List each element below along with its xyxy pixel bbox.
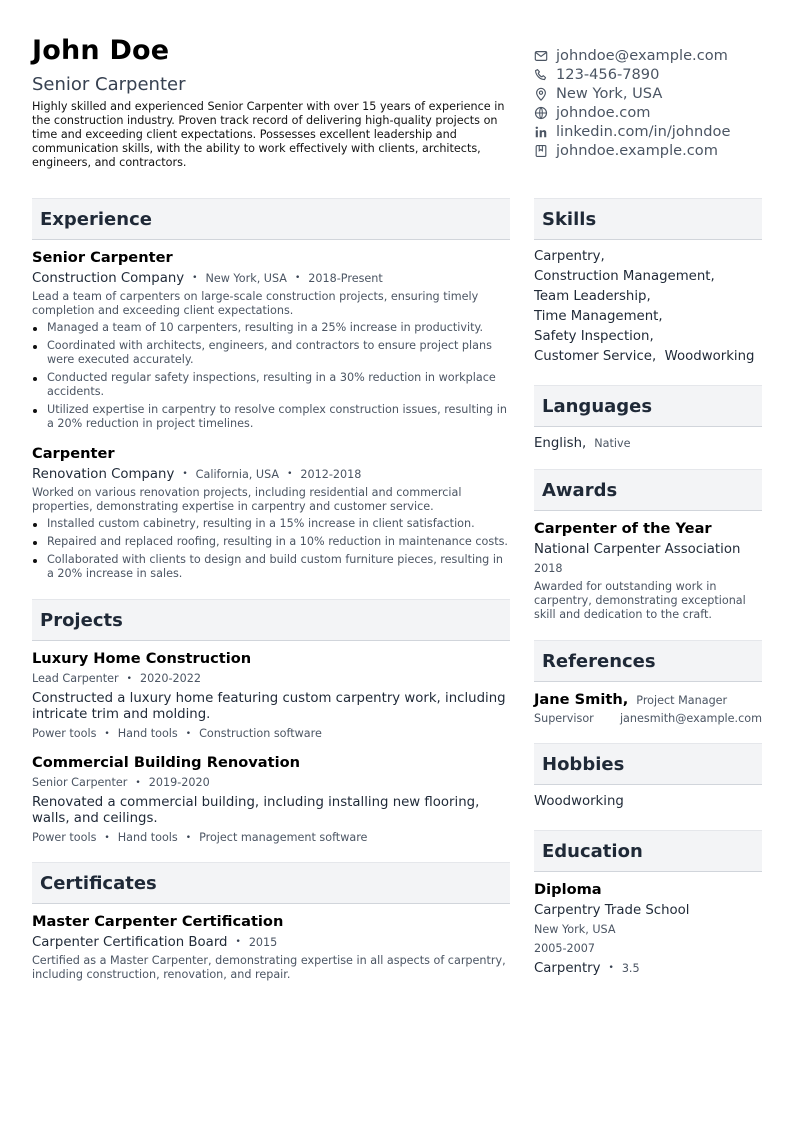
skill-item: Team Leadership, — [534, 289, 651, 304]
project-dates: 2020-2022 — [139, 672, 201, 685]
separator-dot: • — [135, 778, 141, 788]
contact-portfolio-text: johndoe.example.com — [556, 142, 718, 159]
project-dates: 2019-2020 — [148, 776, 210, 789]
skills-heading: Skills — [534, 198, 762, 240]
separator-dot: • — [126, 674, 132, 684]
right-column — [534, 198, 762, 1000]
summary-text: Highly skilled and experienced Senior Carpenter with over 15 years of experience in the construction industry. Proven track record of delivering high-quality projects on time and exceeding client expectations. Possesses excellent leadership and communication skills, with the ability to work effectively with clients, architects, engineers, and contractors. — [32, 100, 505, 169]
projects-heading: Projects — [32, 599, 510, 641]
job-dates: 2012-2018 — [300, 468, 362, 481]
project-tools — [32, 831, 510, 844]
references-heading: References — [534, 640, 762, 682]
education-dates: 2005-2007 — [534, 942, 595, 955]
separator-dot: • — [104, 832, 110, 843]
certificate-description: Certified as a Master Carpenter, demonstrating expertise in all aspects of carpentry, including construction, renovation, and repair. — [32, 954, 506, 981]
job-achievements — [32, 517, 510, 581]
project-title: Luxury Home Construction — [32, 650, 252, 667]
achievement-item: Repaired and replaced roofing, resulting in a 10% reduction in maintenance costs. — [32, 535, 510, 549]
award-year: 2018 — [534, 562, 563, 575]
reference-email[interactable]: janesmith@example.com — [619, 712, 762, 725]
contact-website[interactable] — [534, 103, 762, 122]
separator-dot: • — [294, 273, 301, 283]
contact-linkedin-text: linkedin.com/in/johndoe — [556, 123, 731, 140]
resume-body — [32, 198, 762, 1000]
company-name: Renovation Company — [32, 467, 175, 482]
language-item — [534, 436, 762, 451]
certificate-issuer: Carpenter Certification Board — [32, 935, 228, 950]
award-item — [534, 520, 762, 622]
contact-linkedin[interactable] — [534, 122, 762, 141]
awards-heading: Awards — [534, 469, 762, 511]
experience-item — [32, 445, 510, 581]
award-title: Carpenter of the Year — [534, 520, 712, 537]
certificate-title: Master Carpenter Certification — [32, 913, 284, 930]
reference-name: Jane Smith, — [534, 691, 629, 708]
project-item — [32, 754, 510, 844]
project-description: Constructed a luxury home featuring custom carpentry work, including intricate trim and molding. — [32, 691, 506, 722]
language-name: English, — [534, 436, 587, 451]
project-role: Senior Carpenter — [32, 776, 128, 789]
contact-list — [534, 36, 762, 170]
achievement-item: Collaborated with clients to design and build custom furniture pieces, resulting in a 20% increase in sales. — [32, 553, 510, 581]
job-title: Senior Carpenter — [32, 249, 173, 266]
bookmark-page-icon — [534, 144, 548, 158]
field-of-study: Carpentry — [534, 961, 601, 976]
project-item — [32, 650, 510, 740]
experience-section — [32, 198, 510, 581]
education-item — [534, 881, 762, 977]
degree: Diploma — [534, 881, 602, 898]
separator-dot: • — [608, 963, 614, 973]
projects-section — [32, 599, 510, 844]
certificates-section — [32, 862, 510, 982]
experience-item — [32, 249, 510, 431]
contact-phone[interactable] — [534, 65, 762, 84]
separator-dot: • — [235, 937, 241, 947]
job-meta — [32, 466, 510, 483]
contact-location — [534, 84, 762, 103]
company-name: Construction Company — [32, 271, 185, 286]
skills-list — [534, 247, 762, 367]
tool-tag: Power tools — [32, 727, 97, 740]
achievement-item: Utilized expertise in carpentry to resolve complex construction issues, resulting in a 20% reduction in project timelines. — [32, 403, 510, 431]
separator-dot: • — [185, 728, 192, 739]
tool-tag: Construction software — [199, 727, 322, 740]
job-description: Worked on various renovation projects, including residential and commercial properties, demonstrating expertise in carpentry and customer service. — [32, 486, 462, 513]
reference-position: Project Manager — [636, 694, 728, 707]
education-field-row — [534, 960, 762, 977]
gpa: 3.5 — [621, 962, 640, 975]
contact-email[interactable] — [534, 46, 762, 65]
contact-phone-text: 123-456-7890 — [556, 66, 660, 83]
job-meta — [32, 270, 510, 287]
tool-tag: Power tools — [32, 831, 97, 844]
achievement-item: Installed custom cabinetry, resulting in a 15% increase in client satisfaction. — [32, 517, 510, 531]
project-description: Renovated a commercial building, including installing new flooring, walls, and ceilings. — [32, 795, 480, 826]
job-location: California, USA — [195, 468, 280, 481]
reference-header — [534, 691, 762, 708]
certificate-meta — [32, 934, 510, 951]
achievement-item: Managed a team of 10 carpenters, resulting in a 25% increase in productivity. — [32, 321, 510, 335]
languages-section — [534, 385, 762, 451]
reference-item — [534, 691, 762, 725]
candidate-title: Senior Carpenter — [32, 74, 186, 95]
skills-section — [534, 198, 762, 367]
skill-item: Carpentry, — [534, 249, 605, 264]
certificate-year: 2015 — [248, 936, 278, 949]
skill-item: Woodworking — [664, 349, 755, 364]
project-title: Commercial Building Renovation — [32, 754, 301, 771]
contact-portfolio[interactable] — [534, 141, 762, 160]
job-description: Lead a team of carpenters on large-scale construction projects, ensuring timely completion and exceeding client expectations. — [32, 290, 479, 317]
project-meta — [32, 672, 510, 686]
languages-heading: Languages — [534, 385, 762, 427]
experience-heading: Experience — [32, 198, 510, 240]
tool-tag: Hand tools — [117, 727, 178, 740]
references-section — [534, 640, 762, 725]
tool-tag: Hand tools — [117, 831, 178, 844]
project-tools — [32, 727, 510, 740]
contact-location-text: New York, USA — [556, 85, 663, 102]
education-section — [534, 830, 762, 977]
header-left — [32, 36, 510, 170]
project-meta — [32, 776, 510, 790]
separator-dot: • — [104, 728, 110, 739]
language-level: Native — [594, 437, 631, 450]
separator-dot: • — [287, 469, 293, 479]
job-dates: 2018-Present — [308, 272, 383, 285]
skill-item: Time Management, — [534, 309, 663, 324]
certificates-heading: Certificates — [32, 862, 510, 904]
school-location: New York, USA — [534, 923, 616, 936]
award-description: Awarded for outstanding work in carpentry, demonstrating exceptional skill and dedication to the craft. — [534, 580, 746, 621]
skill-item: Construction Management, — [534, 269, 715, 284]
job-achievements — [32, 321, 510, 431]
reference-details — [534, 712, 762, 725]
achievement-item: Coordinated with architects, engineers, and contractors to ensure project plans were executed accurately. — [32, 339, 510, 367]
project-role: Lead Carpenter — [32, 672, 119, 685]
award-org: National Carpenter Association — [534, 542, 741, 557]
tool-tag: Project management software — [199, 831, 368, 844]
contact-email-text: johndoe@example.com — [556, 47, 728, 64]
job-title: Carpenter — [32, 445, 115, 462]
certificate-item — [32, 913, 510, 982]
contact-website-text: johndoe.com — [556, 104, 651, 121]
school-name: Carpentry Trade School — [534, 903, 690, 918]
hobbies-heading: Hobbies — [534, 743, 762, 785]
left-column — [32, 198, 510, 1000]
location-pin-icon — [534, 87, 548, 101]
separator-dot: • — [192, 273, 198, 283]
candidate-name: John Doe — [32, 35, 170, 66]
hobby-item: Woodworking — [534, 794, 624, 809]
education-heading: Education — [534, 830, 762, 872]
skill-item: Safety Inspection, — [534, 329, 654, 344]
phone-icon — [534, 68, 548, 82]
awards-section — [534, 469, 762, 622]
hobbies-section — [534, 743, 762, 812]
reference-relation: Supervisor — [534, 712, 594, 725]
skill-item: Customer Service, — [534, 349, 657, 364]
job-location: New York, USA — [205, 272, 287, 285]
separator-dot: • — [182, 469, 188, 479]
resume-header — [32, 36, 762, 170]
achievement-item: Conducted regular safety inspections, resulting in a 30% reduction in workplace accidents. — [32, 371, 510, 399]
linkedin-icon — [534, 125, 548, 139]
mail-icon — [534, 49, 548, 63]
globe-icon — [534, 106, 548, 120]
separator-dot: • — [185, 832, 192, 843]
